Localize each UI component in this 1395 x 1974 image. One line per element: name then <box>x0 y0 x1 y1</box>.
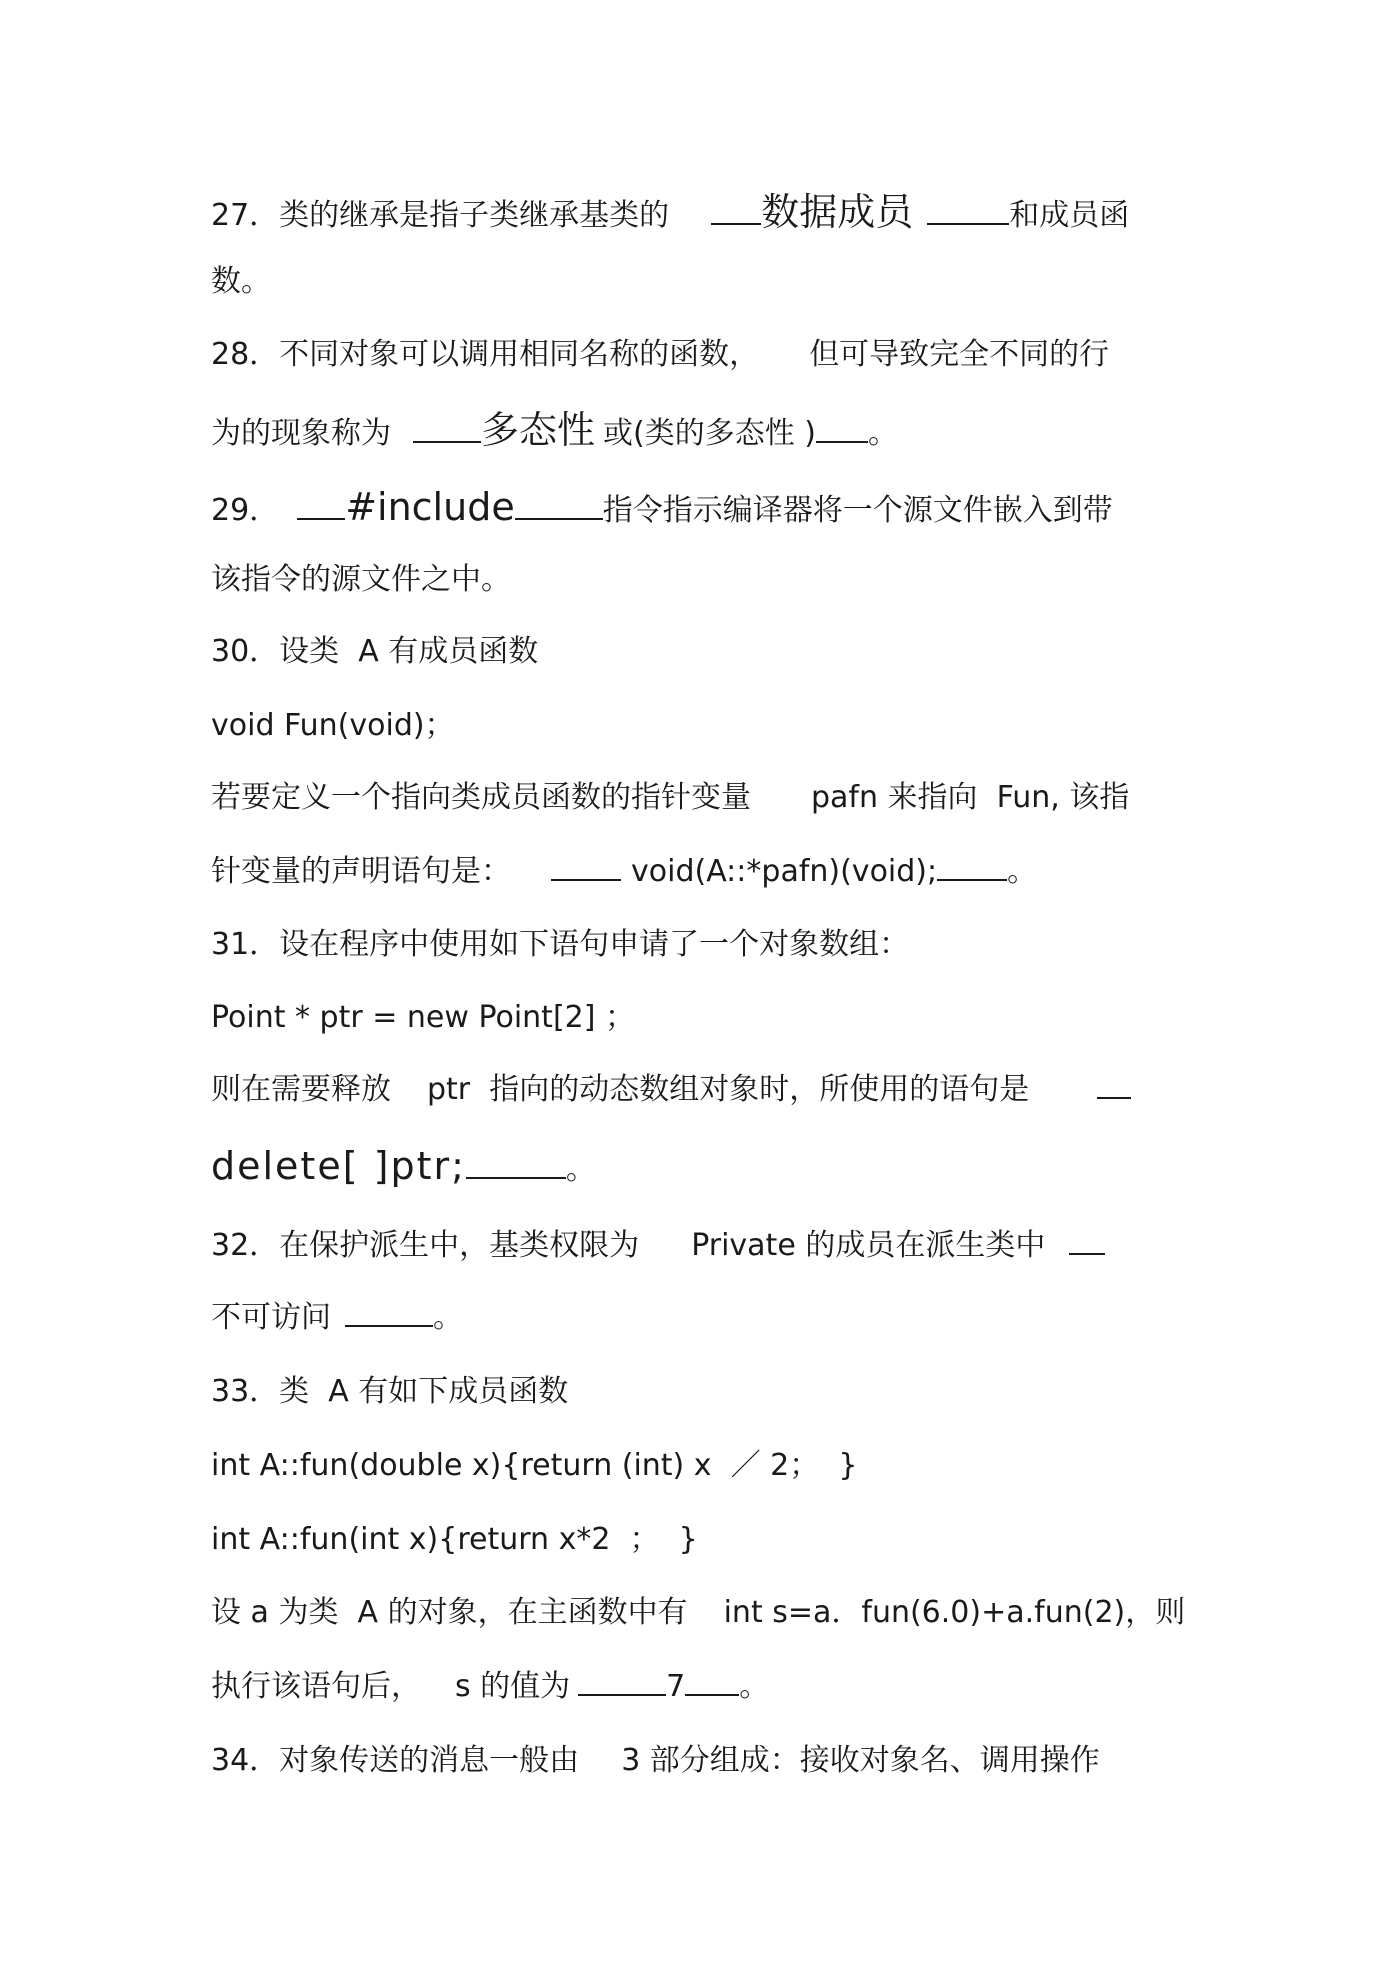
q33-text-a: 设 a 为类 A 的对象，在主函数中有 <box>211 1595 688 1630</box>
q29-suffix: 指令指示编译器将一个源文件嵌入到带 <box>602 493 1113 528</box>
q33-end: 。 <box>739 1669 770 1704</box>
q27-prefix: 27．类的继承是指子类继承基类的 <box>211 198 670 233</box>
q33-text-b: int s=a．fun(6.0)+a.fun(2)，则 <box>723 1595 1186 1630</box>
q32-answer: 不可访问 <box>211 1300 331 1335</box>
q31-end: 。 <box>565 1152 598 1187</box>
blank-underline <box>685 1668 739 1696</box>
blank-underline <box>466 1151 566 1179</box>
q30-code: void Fun(void)； <box>211 708 455 743</box>
q33-text-a2: 执行该语句后， <box>211 1669 421 1704</box>
q31-title: 31．设在程序中使用如下语句申请了一个对象数组： <box>211 927 910 962</box>
q28-line-1 <box>211 335 1109 375</box>
blank-underline <box>297 492 345 520</box>
q32-text-a: 32．在保护派生中，基类权限为 <box>211 1228 640 1263</box>
q29-line-1 <box>211 487 1113 531</box>
q29-prefix: 29． <box>211 493 280 528</box>
blank-underline <box>413 415 481 443</box>
q27-continuation: 数。 <box>211 264 271 299</box>
q32-line-2 <box>211 1298 463 1338</box>
blank-underline <box>816 415 868 443</box>
q31-line-3 <box>211 1070 1131 1110</box>
blank-underline <box>937 853 1007 881</box>
q29-line-2 <box>211 560 511 600</box>
q33-answer: 7 <box>666 1669 686 1704</box>
q28-prefix: 为的现象称为 <box>211 416 391 451</box>
q31-text-b: ptr 指向的动态数组对象时，所使用的语句是 <box>427 1072 1030 1107</box>
q31-answer: delete[ ]ptr; <box>211 1144 466 1188</box>
q30-end: 。 <box>1007 854 1038 889</box>
q30-title: 30．设类 A 有成员函数 <box>211 634 539 669</box>
q31-code: Point * ptr = new Point[2] ； <box>211 1000 635 1035</box>
q34-text-b: 3 部分组成：接收对象名、调用操作 <box>621 1743 1100 1778</box>
q33-text-b2: s 的值为 <box>455 1669 571 1704</box>
q33-line-4 <box>211 1593 1185 1633</box>
q28-text-b: 但可导致完全不同的行 <box>809 337 1110 372</box>
q28-answer: 多态性 <box>481 408 596 452</box>
q28-end: 。 <box>867 416 898 451</box>
q32-text-b: Private 的成员在派生类中 <box>691 1228 1046 1263</box>
q33-code-1: int A::fun(double x){return (int) x ／ 2； } <box>211 1448 858 1483</box>
q27-answer: 数据成员 <box>761 190 914 234</box>
blank-underline <box>551 853 621 881</box>
q29-answer: #include <box>345 485 515 529</box>
q30-line-3 <box>211 778 1129 818</box>
blank-underline <box>515 492 603 520</box>
q30-prefix: 针变量的声明语句是： <box>211 854 511 889</box>
blank-underline <box>1097 1071 1131 1099</box>
q34-text-a: 34．对象传送的消息一般由 <box>211 1743 580 1778</box>
blank-underline <box>345 1299 433 1327</box>
q30-answer: void(A::*pafn)(void); <box>631 854 938 889</box>
q31-line-4 <box>211 1146 598 1190</box>
q30-line-4 <box>211 852 1037 892</box>
blank-underline <box>927 197 1009 225</box>
blank-underline <box>1069 1227 1105 1255</box>
q32-line-1 <box>211 1226 1105 1266</box>
q33-code-2: int A::fun(int x){return x*2 ； } <box>211 1522 698 1557</box>
blank-underline <box>711 197 761 225</box>
q33-line-5 <box>211 1667 769 1707</box>
blank-underline <box>578 1668 666 1696</box>
q30-text-b: pafn 来指向 Fun, 该指 <box>811 780 1130 815</box>
q27-line-1 <box>211 192 1129 236</box>
q34-line-1 <box>211 1741 1100 1781</box>
q30-text-a: 若要定义一个指向类成员函数的指针变量 <box>211 780 751 815</box>
q27-line-2 <box>211 262 271 302</box>
q27-suffix: 和成员函 <box>1009 198 1130 233</box>
q28-line-2 <box>211 410 898 454</box>
q28-answer-extra: 或(类的多态性 ) <box>603 416 816 451</box>
q32-end: 。 <box>433 1300 463 1335</box>
q31-text-a: 则在需要释放 <box>211 1072 391 1107</box>
q29-continuation: 该指令的源文件之中。 <box>211 562 511 597</box>
q33-title: 33．类 A 有如下成员函数 <box>211 1374 569 1409</box>
q28-text-a: 28．不同对象可以调用相同名称的函数， <box>211 337 760 372</box>
